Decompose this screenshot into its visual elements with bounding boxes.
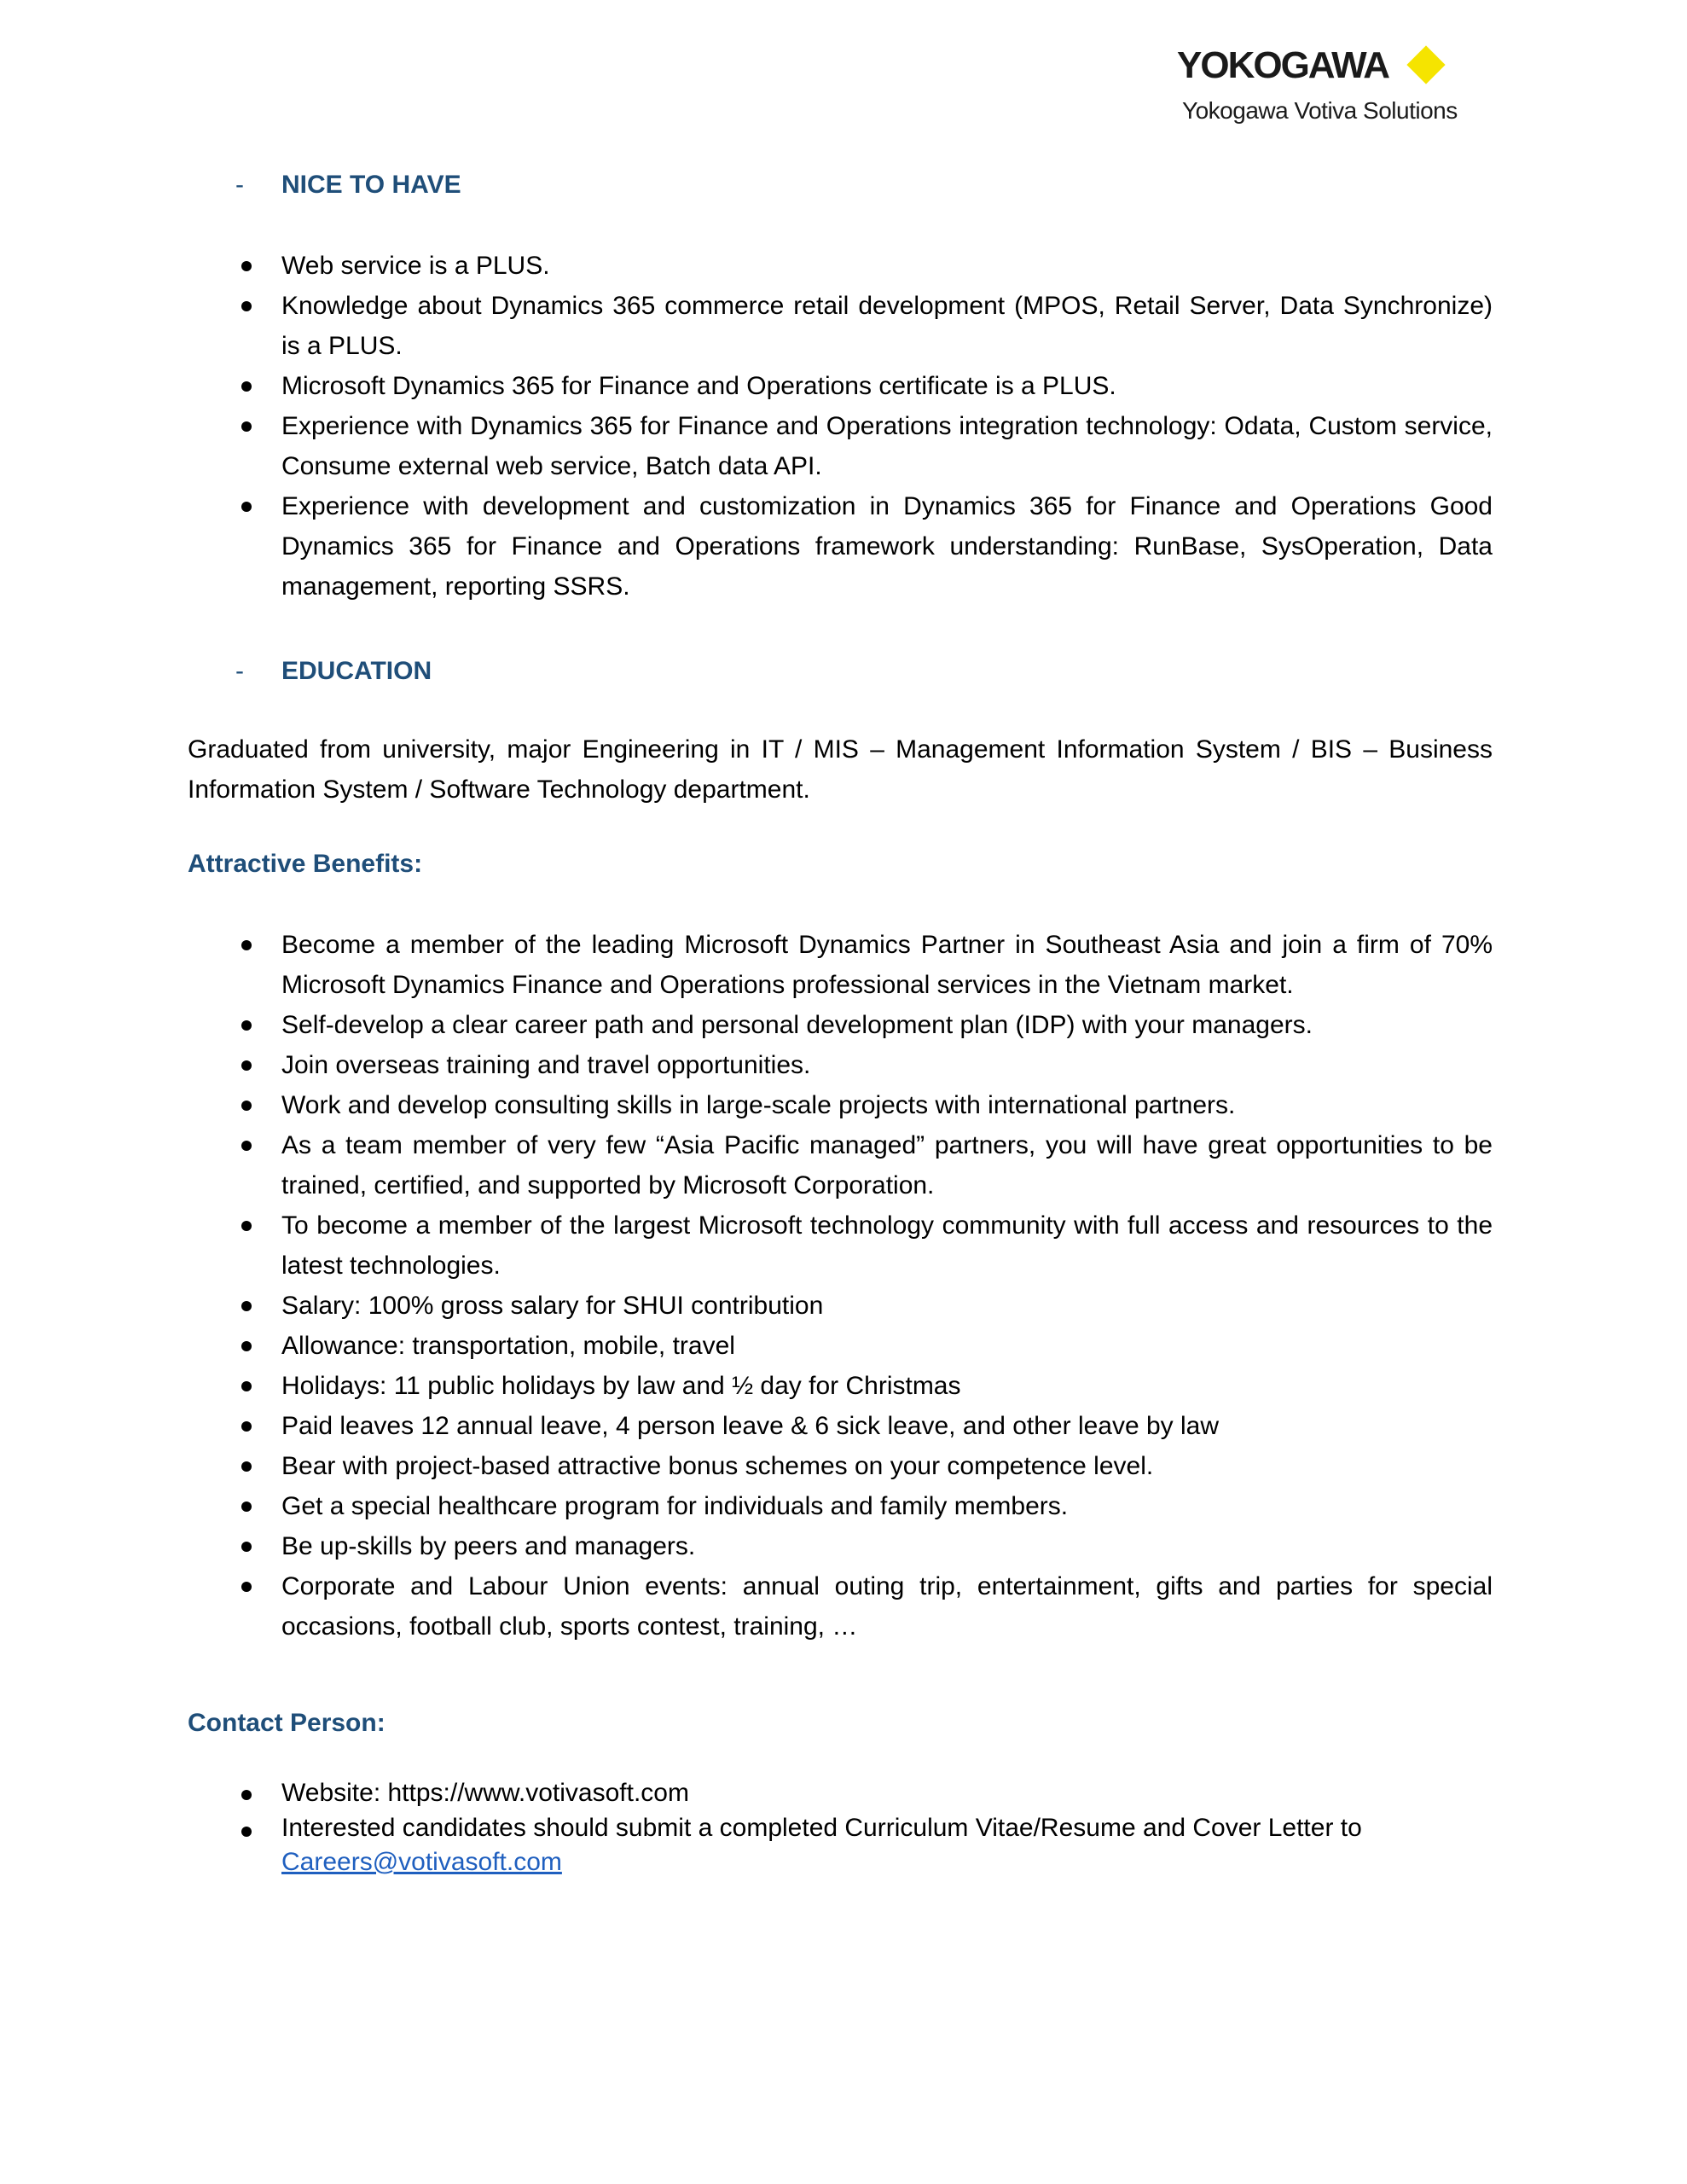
bullet-icon — [241, 1790, 252, 1800]
list-item: Join overseas training and travel opportunities. — [188, 1045, 1493, 1085]
list-item: As a team member of very few “Asia Pacific managed” partners, you will have great opportunities to be trained, certified, and supported by Microsoft Corporation. — [188, 1125, 1493, 1205]
bullet-icon — [241, 1542, 252, 1552]
list-item: Self-develop a clear career path and personal development plan (IDP) with your managers. — [188, 1005, 1493, 1045]
bullet-icon — [241, 1421, 252, 1432]
list-item: Allowance: transportation, mobile, travel — [188, 1326, 1493, 1366]
nice-to-have-list — [188, 246, 1493, 607]
list-item: Bear with project-based attractive bonus schemes on your competence level. — [188, 1446, 1493, 1486]
list-item — [188, 1774, 1493, 1811]
education-dash: - — [235, 657, 244, 685]
bullet-icon — [241, 1381, 252, 1391]
bullet-icon — [241, 301, 252, 311]
bullet-icon — [241, 381, 252, 392]
list-item: Paid leaves 12 annual leave, 4 person leave & 6 sick leave, and other leave by law — [188, 1406, 1493, 1446]
bullet-icon — [241, 940, 252, 950]
list-item: Become a member of the leading Microsoft Dynamics Partner in Southeast Asia and join a firm of 70% Microsoft Dynamics Finance and Operations professional services in the Vietnam market. — [188, 925, 1493, 1005]
company-logo — [1177, 44, 1493, 138]
bullet-icon — [241, 1827, 252, 1837]
list-item — [188, 1811, 1493, 1879]
logo-brand: YOKOGAWA — [1177, 44, 1389, 86]
benefits-list — [188, 925, 1493, 1647]
list-item: Web service is a PLUS. — [188, 246, 1493, 286]
education-heading: EDUCATION — [281, 657, 432, 685]
list-item: Microsoft Dynamics 365 for Finance and Operations certificate is a PLUS. — [188, 366, 1493, 406]
bullet-icon — [241, 1461, 252, 1472]
list-item: Get a special healthcare program for individuals and family members. — [188, 1486, 1493, 1526]
list-item: Holidays: 11 public holidays by law and ½ day for Christmas — [188, 1366, 1493, 1406]
list-item: Experience with development and customization in Dynamics 365 for Finance and Operations Good Dynamics 365 for Finance and Operations framework understanding: RunBase, SysOperation, Data management, reporting SSRS. — [188, 486, 1493, 607]
submit-text: Interested candidates should submit a completed Curriculum Vitae/Resume and Cover Letter to — [281, 1814, 1362, 1842]
list-item: Work and develop consulting skills in large-scale projects with international partners. — [188, 1085, 1493, 1125]
bullet-icon — [241, 1341, 252, 1351]
bullet-icon — [241, 1060, 252, 1071]
bullet-icon — [241, 421, 252, 432]
bullet-icon — [241, 1141, 252, 1151]
bullet-icon — [241, 1020, 252, 1031]
bullet-icon — [241, 1221, 252, 1231]
education-text: Graduated from university, major Engineering in IT / MIS – Management Information System / BIS – Business Information System / Software Technology department. — [188, 735, 1493, 804]
website-text: Website: https://www.votivasoft.com — [281, 1779, 689, 1807]
bullet-icon — [241, 502, 252, 512]
contact-heading: Contact Person: — [188, 1709, 386, 1737]
bullet-icon — [241, 1101, 252, 1111]
list-item: Experience with Dynamics 365 for Finance and Operations integration technology: Odata, Custom service, Consume external web service, Batch data API. — [188, 406, 1493, 486]
list-item: Corporate and Labour Union events: annual outing trip, entertainment, gifts and parties for special occasions, football club, sports contest, training, … — [188, 1566, 1493, 1647]
bullet-icon — [241, 1582, 252, 1592]
logo-subtitle: Yokogawa Votiva Solutions — [1182, 97, 1458, 124]
contact-list — [188, 1774, 1493, 1879]
list-item: Knowledge about Dynamics 365 commerce retail development (MPOS, Retail Server, Data Synchronize) is a PLUS. — [188, 286, 1493, 366]
nice-to-have-heading: NICE TO HAVE — [281, 171, 461, 199]
bullet-icon — [241, 1502, 252, 1512]
list-item: Be up-skills by peers and managers. — [188, 1526, 1493, 1566]
list-item: Salary: 100% gross salary for SHUI contribution — [188, 1286, 1493, 1326]
nice-to-have-dash: - — [235, 171, 244, 199]
logo-diamond-icon — [1406, 45, 1445, 84]
benefits-heading: Attractive Benefits: — [188, 850, 423, 878]
careers-email-link[interactable]: Careers@votivasoft.com — [281, 1848, 562, 1876]
bullet-icon — [241, 1301, 252, 1311]
list-item: To become a member of the largest Microsoft technology community with full access and resources to the latest technologies. — [188, 1205, 1493, 1286]
bullet-icon — [241, 261, 252, 271]
